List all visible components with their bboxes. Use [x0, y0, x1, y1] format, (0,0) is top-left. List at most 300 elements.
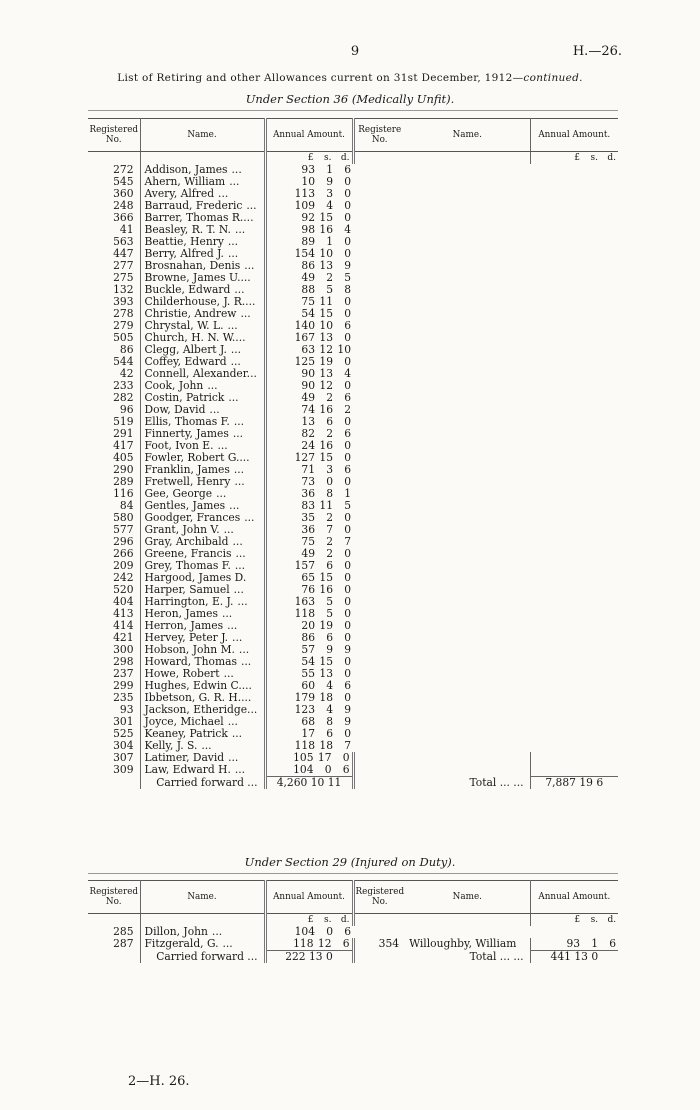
amount-cell — [265, 152, 353, 165]
name-cell — [140, 740, 265, 752]
amount-pounds: 167 — [294, 332, 315, 344]
section-divider — [88, 110, 618, 111]
leader-dots: ... — [231, 164, 242, 176]
col-header-annual-amount: Annual Amount. — [530, 881, 618, 914]
amount-shillings: 7 — [326, 524, 333, 536]
amount-shillings: 1 — [591, 938, 599, 950]
table-row — [88, 536, 618, 548]
amount-pence: 6 — [344, 680, 351, 692]
leader-dots: ... — [233, 416, 245, 428]
amount-pounds: 49 — [301, 272, 315, 284]
name-cell — [140, 236, 265, 248]
allowee-name: Willoughby, William — [409, 938, 517, 951]
amount-cell — [265, 488, 353, 500]
name-cell — [140, 380, 265, 392]
table-row — [88, 320, 618, 332]
amount-pence: 0 — [344, 524, 351, 536]
section-36-heading: Under Section 36 (Medically Unfit). — [245, 92, 455, 106]
allowee-name: Gray, Archibald — [144, 536, 229, 548]
amount-cell — [265, 728, 353, 740]
amount-pounds: 118 — [293, 938, 314, 950]
amount-pounds: 105 — [293, 752, 314, 764]
amount-shillings: 16 — [319, 404, 333, 416]
allowee-name: Foot, Ivon E. — [144, 440, 214, 452]
table-row — [88, 260, 618, 272]
amount-pounds: 10 — [301, 176, 315, 188]
list-title-main: List of Retiring and other Allowances current on 31st December, 1912— — [117, 72, 524, 84]
page-number: 9 — [350, 44, 360, 59]
allowee-name: Greene, Francis — [144, 548, 232, 560]
amount-pounds: 157 — [294, 560, 315, 572]
amount-cell — [265, 236, 353, 248]
name-cell — [140, 404, 265, 416]
amount-cell — [265, 764, 353, 777]
blank-cell — [140, 152, 265, 165]
table-row — [88, 560, 618, 572]
registered-no: 304 — [88, 740, 140, 752]
registered-no: 233 — [88, 380, 140, 392]
registered-no: 96 — [88, 404, 140, 416]
leader-dots: ... — [222, 938, 233, 951]
amount-shillings: 15 — [319, 452, 333, 464]
amount-cell — [265, 356, 353, 368]
amount-pounds: 54 — [301, 308, 315, 320]
amount-pounds: 93 — [566, 938, 581, 950]
allowee-name: Addison, James — [144, 164, 228, 176]
amount-pence: 2 — [344, 404, 351, 416]
name-cell — [140, 320, 265, 332]
table-row — [88, 584, 618, 596]
table-row — [88, 212, 618, 224]
table-row — [88, 512, 618, 524]
name-cell — [140, 938, 265, 951]
amount-pounds: 118 — [294, 740, 315, 752]
amount-pence: d. — [340, 915, 350, 925]
registered-no: 132 — [88, 284, 140, 296]
amount-shillings: 2 — [326, 428, 333, 440]
allowee-name: Herron, James — [144, 620, 224, 632]
amount-shillings: 15 — [319, 572, 333, 584]
amount-pence: 0 — [344, 248, 351, 260]
amount-pence: 8 — [344, 284, 351, 296]
registered-no: 360 — [88, 188, 140, 200]
amount-pounds: 113 — [294, 188, 315, 200]
amount-pence: 0 — [344, 668, 351, 680]
amount-cell — [265, 452, 353, 464]
amount-shillings: 12 — [319, 380, 333, 392]
amount-pence: 0 — [344, 212, 351, 224]
leader-dots: ... — [229, 176, 240, 188]
list-title — [0, 72, 700, 84]
name-cell — [140, 164, 265, 176]
amount-pounds: 104 — [294, 926, 315, 938]
table-row — [88, 740, 618, 752]
blank-cell — [88, 152, 140, 165]
amount-shillings: 8 — [326, 716, 333, 728]
registered-no: 278 — [88, 308, 140, 320]
table-row — [88, 668, 618, 680]
allowee-name: Browne, James U.... — [144, 272, 251, 284]
list-title-continued: continued. — [523, 72, 583, 84]
amount-pounds: 75 — [301, 296, 315, 308]
allowee-name: Grant, John V. — [144, 524, 220, 536]
amount-cell — [265, 680, 353, 692]
amount-shillings: 1 — [326, 236, 333, 248]
registered-no: 309 — [88, 764, 140, 777]
allowee-name: Jackson, Etheridge... — [144, 704, 258, 716]
amount-pence: 0 — [344, 572, 351, 584]
leader-dots: ... — [235, 548, 246, 560]
amount-pence: 0 — [342, 752, 350, 764]
amount-shillings: 0 — [324, 764, 332, 776]
allowee-name: Beasley, R. T. N. — [144, 224, 231, 236]
leader-dots: ... — [232, 536, 243, 548]
amount-cell — [265, 308, 353, 320]
name-cell — [140, 488, 265, 500]
amount-pounds: 123 — [294, 704, 315, 716]
table-row — [88, 308, 618, 320]
name-cell — [140, 764, 265, 777]
name-cell — [140, 596, 265, 608]
table-row — [88, 752, 618, 764]
allowee-name: Christie, Andrew — [144, 308, 237, 320]
amount-pence: 0 — [344, 560, 351, 572]
amount-cell — [265, 212, 353, 224]
amount-cell — [265, 584, 353, 596]
amount-pounds: 49 — [301, 548, 315, 560]
amount-cell — [265, 188, 353, 200]
blank-cell — [405, 152, 530, 165]
amount-cell — [265, 668, 353, 680]
amount-shillings: 2 — [326, 272, 333, 284]
footer-signature: 2—H. 26. — [128, 1074, 190, 1089]
registered-no: 393 — [88, 296, 140, 308]
amount-pounds: 65 — [301, 572, 315, 584]
name-cell — [140, 272, 265, 284]
amount-pounds: 140 — [294, 320, 315, 332]
amount-shillings: 10 — [319, 248, 333, 260]
amount-pence: 0 — [344, 236, 351, 248]
name-cell — [140, 716, 265, 728]
allowee-name: Keaney, Patrick — [144, 728, 228, 740]
amount-pence: 6 — [344, 428, 351, 440]
amount-pounds: 118 — [294, 608, 315, 620]
amount-shillings: 19 — [319, 620, 333, 632]
table-row — [88, 608, 618, 620]
amount-cell — [265, 404, 353, 416]
amount-pence: 0 — [344, 200, 351, 212]
amount-cell — [265, 524, 353, 536]
table-row — [88, 272, 618, 284]
allowee-name: Fowler, Robert G.... — [144, 452, 250, 464]
leader-dots: ... — [227, 620, 238, 632]
col-header-name: Name. — [140, 881, 265, 914]
table-row — [88, 488, 618, 500]
leader-dots: ... — [237, 596, 248, 608]
registered-no: 307 — [88, 752, 140, 764]
amount-pounds: 104 — [293, 764, 314, 776]
leader-dots: ... — [227, 248, 239, 260]
amount-pounds: 74 — [301, 404, 315, 416]
amount-cell — [265, 632, 353, 644]
name-cell — [140, 608, 265, 620]
amount-shillings: 10 — [319, 320, 333, 332]
registered-no: 300 — [88, 644, 140, 656]
leader-dots: ... — [232, 632, 243, 644]
amount-cell — [265, 716, 353, 728]
amount-pence: 0 — [344, 656, 351, 668]
col-header-name: Name. — [405, 119, 530, 152]
blank-cell — [140, 914, 265, 927]
units-row — [88, 914, 618, 927]
amount-pounds: 83 — [301, 500, 315, 512]
amount-pounds: 86 — [301, 632, 315, 644]
name-cell — [140, 668, 265, 680]
amount-pounds: 154 — [294, 248, 315, 260]
amount-cell — [265, 320, 353, 332]
blank-cell — [405, 752, 530, 764]
amount-shillings: 6 — [326, 728, 333, 740]
total-label: Total ... ... — [405, 951, 530, 964]
amount-cell — [265, 248, 353, 260]
amount-cell — [265, 272, 353, 284]
registered-no: 86 — [88, 344, 140, 356]
amount-shillings: 18 — [319, 740, 333, 752]
allowee-name: Dillon, John — [144, 926, 208, 938]
document-reference: H.—26. — [572, 44, 622, 59]
registered-no: 285 — [88, 926, 140, 938]
amount-pounds: 71 — [301, 464, 315, 476]
registered-no: 235 — [88, 692, 140, 704]
amount-cell — [265, 476, 353, 488]
amount-pence: 0 — [344, 176, 351, 188]
col-header-registered-no: Registered No. — [88, 881, 140, 914]
amount-shillings: 11 — [319, 296, 333, 308]
name-cell — [140, 200, 265, 212]
units-row — [88, 152, 618, 165]
amount-pence: 6 — [609, 938, 617, 950]
amount-cell — [265, 416, 353, 428]
table-row — [88, 356, 618, 368]
name-cell — [140, 416, 265, 428]
amount-shillings: 0 — [326, 476, 333, 488]
table-row — [88, 404, 618, 416]
registered-no: 116 — [88, 488, 140, 500]
amount-cell — [265, 644, 353, 656]
leader-dots: ... — [217, 440, 228, 452]
amount-shillings: 5 — [326, 596, 333, 608]
allowee-name: Barrer, Thomas R.... — [144, 212, 254, 224]
allowee-name: Heron, James — [144, 608, 218, 620]
leader-dots: ... — [228, 752, 239, 764]
table-row — [88, 632, 618, 644]
blank-cell — [88, 914, 140, 927]
amount-pounds: 179 — [294, 692, 315, 704]
amount-pence: 7 — [344, 740, 351, 752]
amount-pence: 0 — [344, 512, 351, 524]
registered-no: 421 — [88, 632, 140, 644]
col-header-annual-amount: Annual Amount. — [530, 119, 618, 152]
amount-shillings: 2 — [326, 512, 333, 524]
amount-cell — [265, 596, 353, 608]
amount-pence: d. — [607, 153, 616, 163]
amount-pounds: 98 — [301, 224, 315, 236]
amount-pence: d. — [340, 153, 350, 163]
allowee-name: Joyce, Michael — [144, 716, 224, 728]
amount-cell — [265, 926, 353, 938]
allowee-name: Howard, Thomas — [144, 656, 237, 668]
amount-shillings: 4 — [326, 200, 333, 212]
leader-dots: ... — [238, 644, 250, 656]
amount-shillings: 3 — [326, 464, 333, 476]
amount-pence: 0 — [344, 308, 351, 320]
allowee-name: Gee, George — [144, 488, 213, 500]
leader-dots: ... — [209, 404, 220, 416]
allowee-name: Church, H. N. W.... — [144, 332, 246, 344]
registered-no: 289 — [88, 476, 140, 488]
amount-shillings: 15 — [319, 308, 333, 320]
amount-pence: 6 — [344, 392, 351, 404]
amount-shillings: s. — [590, 915, 599, 925]
blank-cell — [88, 777, 140, 790]
amount-pounds: 36 — [301, 524, 315, 536]
allowee-name: Connell, Alexander... — [144, 368, 257, 380]
registered-no: 291 — [88, 428, 140, 440]
amount-shillings: 15 — [319, 656, 333, 668]
table-row — [88, 500, 618, 512]
name-cell — [140, 548, 265, 560]
amount-shillings: s. — [324, 915, 332, 925]
name-cell — [140, 728, 265, 740]
leader-dots: ... — [218, 188, 229, 200]
amount-pounds: 109 — [294, 200, 315, 212]
total-amount: 441 13 0 — [530, 951, 618, 964]
amount-shillings: 5 — [326, 608, 333, 620]
name-cell — [140, 512, 265, 524]
registered-no: 41 — [88, 224, 140, 236]
col-header-annual-amount: Annual Amount. — [265, 119, 353, 152]
amount-pence: 6 — [344, 464, 351, 476]
table-row — [88, 200, 618, 212]
table-row — [88, 938, 618, 951]
amount-cell — [265, 368, 353, 380]
table-row — [88, 188, 618, 200]
amount-cell — [265, 260, 353, 272]
amount-cell — [265, 560, 353, 572]
amount-pence: 0 — [344, 596, 351, 608]
amount-shillings: 5 — [326, 284, 333, 296]
amount-pence: 0 — [344, 728, 351, 740]
amount-pounds: 90 — [301, 380, 315, 392]
leader-dots: ... — [230, 356, 241, 368]
amount-pence: 0 — [344, 188, 351, 200]
name-cell — [140, 248, 265, 260]
allowee-name: Goodger, Frances — [144, 512, 241, 524]
amount-pence: 6 — [344, 164, 351, 176]
amount-shillings: 6 — [326, 560, 333, 572]
allowee-name: Harrington, E. J. — [144, 596, 234, 608]
amount-pounds: 125 — [294, 356, 315, 368]
registered-no: 545 — [88, 176, 140, 188]
allowee-name: Fretwell, Henry — [144, 476, 231, 488]
amount-pence: d. — [607, 915, 617, 925]
amount-pence: 9 — [344, 704, 351, 716]
blank-cell — [88, 951, 140, 964]
leader-dots: ... — [244, 512, 255, 524]
allowee-name: Buckle, Edward — [144, 284, 231, 296]
blank-cell — [353, 764, 405, 777]
leader-dots: ... — [211, 926, 223, 938]
registered-no: 366 — [88, 212, 140, 224]
leader-dots: ... — [240, 656, 252, 668]
amount-cell — [265, 440, 353, 452]
table-row — [88, 164, 618, 176]
table-row — [88, 548, 618, 560]
registered-no: 301 — [88, 716, 140, 728]
section-36-table — [88, 118, 618, 789]
registered-no: 290 — [88, 464, 140, 476]
amount-cell — [265, 752, 353, 764]
allowee-name: Berry, Alfred J. — [144, 248, 224, 260]
amount-shillings: 18 — [319, 692, 333, 704]
name-cell — [140, 440, 265, 452]
amount-shillings: 19 — [319, 356, 333, 368]
amount-pounds: 127 — [294, 452, 315, 464]
col-header-registered-no: Registere No. — [353, 119, 405, 152]
amount-pence: 9 — [344, 644, 351, 656]
col-header-registered-no: Registered No. — [88, 119, 140, 152]
amount-cell — [530, 152, 618, 165]
amount-pence: 5 — [344, 272, 351, 284]
amount-pounds: 60 — [301, 680, 315, 692]
table-row — [88, 644, 618, 656]
name-cell — [140, 344, 265, 356]
amount-shillings: 13 — [319, 332, 333, 344]
allowee-name: Dow, David — [144, 404, 206, 416]
amount-shillings: 16 — [319, 584, 333, 596]
registered-no: 414 — [88, 620, 140, 632]
amount-pounds: 89 — [301, 236, 315, 248]
amount-shillings: s. — [590, 153, 598, 163]
leader-dots: ... — [216, 488, 227, 500]
amount-shillings: 13 — [319, 668, 333, 680]
leader-dots: ... — [234, 560, 246, 572]
leader-dots: ... — [230, 344, 242, 356]
amount-cell — [530, 914, 618, 927]
name-cell — [140, 704, 265, 716]
table-row — [88, 572, 618, 584]
amount-cell — [265, 704, 353, 716]
leader-dots: ... — [246, 200, 257, 212]
amount-cell — [265, 620, 353, 632]
registered-no: 544 — [88, 356, 140, 368]
table-row — [88, 452, 618, 464]
allowee-name: Franklin, James — [144, 464, 230, 476]
amount-pence: 0 — [344, 440, 351, 452]
amount-pounds: 24 — [301, 440, 315, 452]
blank-cell — [353, 951, 405, 964]
amount-pounds: 49 — [301, 392, 315, 404]
table-row — [88, 224, 618, 236]
amount-shillings: 13 — [319, 368, 333, 380]
name-cell — [140, 332, 265, 344]
name-cell — [140, 926, 265, 938]
table-row — [88, 704, 618, 716]
amount-shillings: 8 — [326, 488, 333, 500]
amount-shillings: 6 — [326, 416, 333, 428]
col-header-annual-amount: Annual Amount. — [265, 881, 353, 914]
name-cell — [140, 356, 265, 368]
